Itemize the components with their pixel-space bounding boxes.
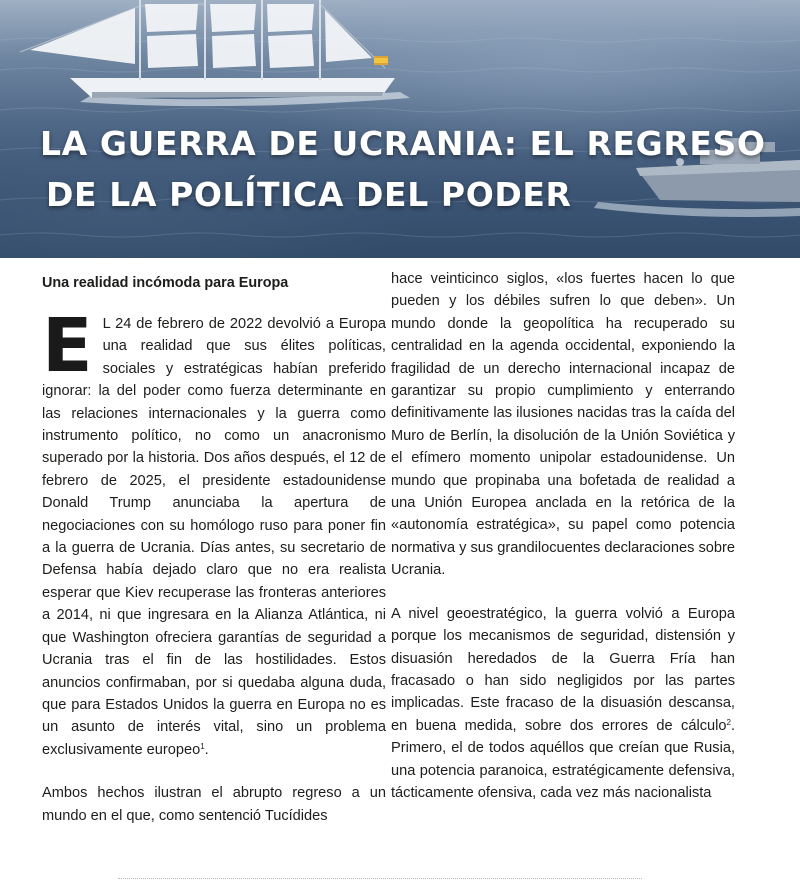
hero-banner [0, 0, 800, 258]
article-title [40, 118, 766, 220]
article-column-right [391, 268, 735, 804]
footnote-ref-1: 1 [200, 741, 205, 751]
paragraph-1-end: . [204, 741, 209, 758]
article-title-line-1: LA GUERRA DE UCRANIA: EL REGRESO [40, 124, 766, 163]
paragraph-3-text: A nivel geoestratégico, la guerra volvió a Europa porque los mecanismos de seguridad, distensión y disuasión heredados de la Guerra Fría han fracasado o han sido negligidos por las partes implicadas. Este fracaso de la disuasión descansa, en buena medida, sobre dos errores de cálculo [391, 605, 735, 734]
paragraph-2-continued: hace veinticinco siglos, «los fuertes hacen lo que pueden y los débiles sufren lo que deben». Un mundo donde la geopolítica ha recuperado su centralidad en la agenda occidental, exponiendo la fragilidad de un derecho internacional incapaz de garantizar su propio cumplimiento y enterrando definitivamente las ilusiones nacidas tras la caída del Muro de Berlín, la disolución de la Unión Soviética y el efímero momento unipolar estadounidense. Un mundo que propinaba una bofetada de realidad a una Unión Europea anclada en la retórica de la «autonomía estratégica», su papel como potencia normativa y sus grandilocuentes declaraciones sobre Ucrania. [391, 271, 735, 579]
paragraph-1-text: L 24 de febrero de 2022 devolvió a Europa una realidad que sus élites políticas, sociales y estratégicas habían preferido ignorar: la del poder como fuerza determinante en las relaciones internacionales y la guerra como instrumento político, no como un anacronismo superado por la historia. Dos años después, el 12 de febrero de 2025, el presidente estadounidense Donald Trump anunciaba la apertura de negociaciones con su homólogo ruso para poner fin a la guerra de Ucrania. Días antes, su secretario de Defensa había dejado claro que no era realista esperar que Kiev recuperase las fronteras anteriores a 2014, ni que ingresara en la Alianza Atlántica, ni que Washington ofreciera garantías de seguridad a Ucrania tras el fin de las hostilidades. Estos anuncios confirmaban, por si quedaba alguna duda, que para Estados Unidos la guerra en Europa no es un asunto de interés vital, sino un problema exclusivamente europeo [42, 316, 386, 758]
drop-cap: E [42, 303, 93, 389]
footnote-ref-2: 2 [726, 717, 731, 727]
page-divider [118, 878, 642, 879]
paragraph-2: Ambos hechos ilustran el abrupto regreso a un mundo en el que, como sentenció Tucídides [42, 785, 386, 824]
paragraph-1 [42, 303, 386, 761]
paragraph-3 [391, 603, 735, 805]
article-column-left [42, 268, 386, 827]
paragraph-3-end: . Primero, el de todos aquéllos que creían que Rusia, una potencia paranoica, estratégicamente defensiva, tácticamente ofensiva, cada vez más nacionalista [391, 717, 735, 801]
section-heading: Una realidad incómoda para Europa [42, 275, 289, 291]
sailing-ship-icon [20, 0, 410, 106]
article-title-line-2: DE LA POLÍTICA DEL PODER [46, 175, 572, 214]
